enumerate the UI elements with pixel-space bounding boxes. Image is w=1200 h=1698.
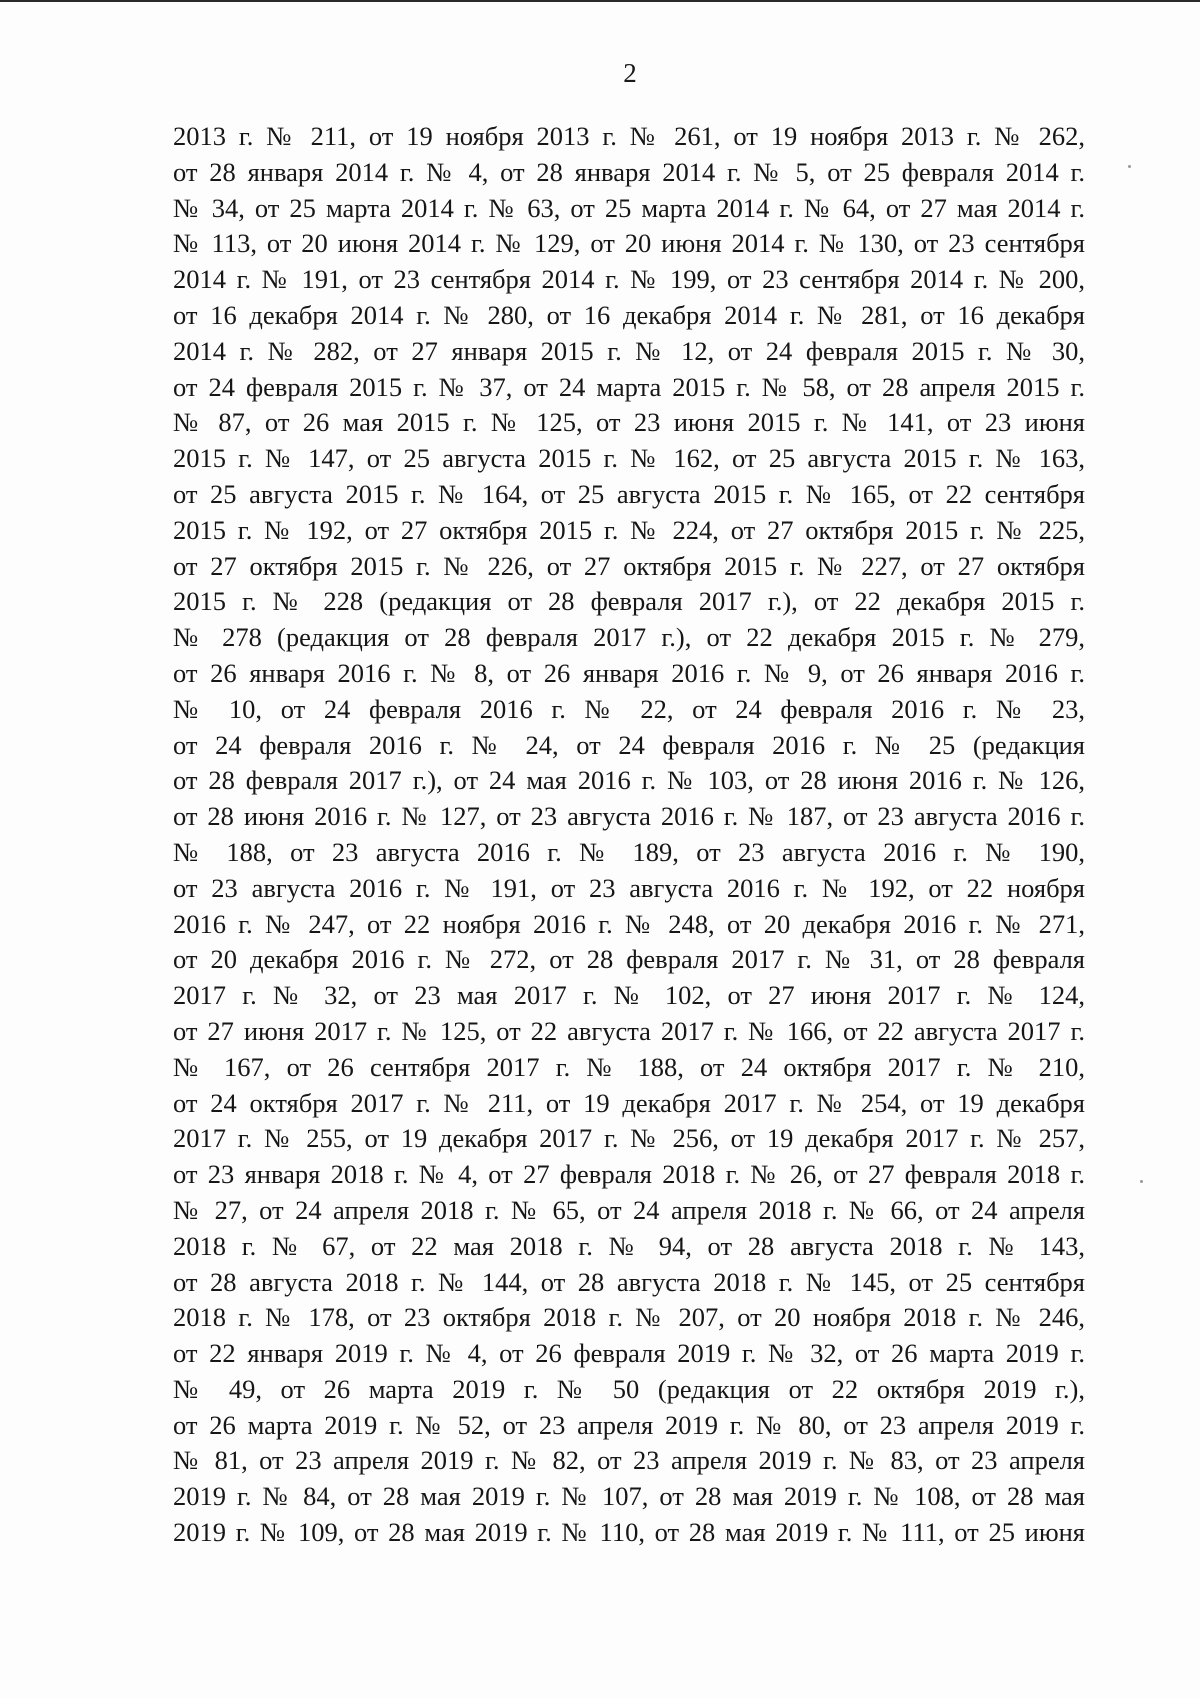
text-line: 2017 г. № 32, от 23 мая 2017 г. № 102, от 27 июня 2017 г. № 124,: [173, 980, 1085, 1011]
text-line: от 28 июня 2016 г. № 127, от 23 августа 2016 г. № 187, от 23 августа 2016 г.: [173, 801, 1085, 832]
text-line: от 24 февраля 2016 г. № 24, от 24 февраля 2016 г. № 25 (редакция: [173, 729, 1085, 760]
text-line: № 188, от 23 августа 2016 г. № 189, от 23 августа 2016 г. № 190,: [173, 836, 1085, 867]
text-line: 2015 г. № 228 (редакция от 28 февраля 2017 г.), от 22 декабря 2015 г.: [173, 586, 1085, 617]
text-line: № 49, от 26 марта 2019 г. № 50 (редакция от 22 октября 2019 г.),: [173, 1373, 1085, 1404]
text-line: от 26 января 2016 г. № 8, от 26 января 2016 г. № 9, от 26 января 2016 г.: [173, 657, 1085, 688]
text-line: 2015 г. № 147, от 25 августа 2015 г. № 162, от 25 августа 2015 г. № 163,: [173, 443, 1085, 474]
text-line: № 87, от 26 мая 2015 г. № 125, от 23 июня 2015 г. № 141, от 23 июня: [173, 407, 1085, 438]
text-line: от 20 декабря 2016 г. № 272, от 28 февраля 2017 г. № 31, от 28 февраля: [173, 944, 1085, 975]
text-line: от 22 января 2019 г. № 4, от 26 февраля 2019 г. № 32, от 26 марта 2019 г.: [173, 1338, 1085, 1369]
text-line: от 28 января 2014 г. № 4, от 28 января 2014 г. № 5, от 25 февраля 2014 г.: [173, 156, 1085, 187]
text-line: от 28 февраля 2017 г.), от 24 мая 2016 г. № 103, от 28 июня 2016 г. № 126,: [173, 765, 1085, 796]
text-line: 2014 г. № 191, от 23 сентября 2014 г. № 199, от 23 сентября 2014 г. № 200,: [173, 264, 1085, 295]
text-line: от 23 января 2018 г. № 4, от 27 февраля 2018 г. № 26, от 27 февраля 2018 г.: [173, 1159, 1085, 1190]
text-line: № 10, от 24 февраля 2016 г. № 22, от 24 февраля 2016 г. № 23,: [173, 693, 1085, 724]
text-line: 2014 г. № 282, от 27 января 2015 г. № 12, от 24 февраля 2015 г. № 30,: [173, 335, 1085, 366]
text-line: от 25 августа 2015 г. № 164, от 25 августа 2015 г. № 165, от 22 сентября: [173, 478, 1085, 509]
text-line: от 24 февраля 2015 г. № 37, от 24 марта 2015 г. № 58, от 28 апреля 2015 г.: [173, 371, 1085, 402]
text-line: от 16 декабря 2014 г. № 280, от 16 декабря 2014 г. № 281, от 16 декабря: [173, 299, 1085, 330]
text-line: от 26 марта 2019 г. № 52, от 23 апреля 2019 г. № 80, от 23 апреля 2019 г.: [173, 1409, 1085, 1440]
text-line: 2018 г. № 178, от 23 октября 2018 г. № 207, от 20 ноября 2018 г. № 246,: [173, 1302, 1085, 1333]
text-line: 2016 г. № 247, от 22 ноября 2016 г. № 248, от 20 декабря 2016 г. № 271,: [173, 908, 1085, 939]
scan-speck: [1128, 165, 1131, 168]
text-line: № 278 (редакция от 28 февраля 2017 г.), от 22 декабря 2015 г. № 279,: [173, 622, 1085, 653]
text-line: № 81, от 23 апреля 2019 г. № 82, от 23 апреля 2019 г. № 83, от 23 апреля: [173, 1445, 1085, 1476]
scan-edge: [0, 0, 1200, 2]
text-line: от 24 октября 2017 г. № 211, от 19 декабря 2017 г. № 254, от 19 декабря: [173, 1087, 1085, 1118]
text-line: от 27 июня 2017 г. № 125, от 22 августа 2017 г. № 166, от 22 августа 2017 г.: [173, 1015, 1085, 1046]
text-line: 2019 г. № 109, от 28 мая 2019 г. № 110, от 28 мая 2019 г. № 111, от 25 июня: [173, 1517, 1085, 1548]
text-line: 2013 г. № 211, от 19 ноября 2013 г. № 261, от 19 ноября 2013 г. № 262,: [173, 121, 1085, 151]
text-line: 2019 г. № 84, от 28 мая 2019 г. № 107, от 28 мая 2019 г. № 108, от 28 мая: [173, 1481, 1085, 1512]
text-line: от 23 августа 2016 г. № 191, от 23 августа 2016 г. № 192, от 22 ноября: [173, 872, 1085, 903]
text-line: 2018 г. № 67, от 22 мая 2018 г. № 94, от 28 августа 2018 г. № 143,: [173, 1230, 1085, 1261]
text-line: от 27 октября 2015 г. № 226, от 27 октября 2015 г. № 227, от 27 октября: [173, 550, 1085, 581]
page-number: 2: [623, 58, 637, 88]
text-line: № 34, от 25 марта 2014 г. № 63, от 25 марта 2014 г. № 64, от 27 мая 2014 г.: [173, 192, 1085, 223]
text-line: № 113, от 20 июня 2014 г. № 129, от 20 июня 2014 г. № 130, от 23 сентября: [173, 228, 1085, 259]
text-line: 2015 г. № 192, от 27 октября 2015 г. № 224, от 27 октября 2015 г. № 225,: [173, 514, 1085, 545]
scan-speck: [1140, 1180, 1143, 1183]
body-text: [173, 119, 1085, 1551]
text-line: 2017 г. № 255, от 19 декабря 2017 г. № 256, от 19 декабря 2017 г. № 257,: [173, 1123, 1085, 1154]
text-line: № 27, от 24 апреля 2018 г. № 65, от 24 апреля 2018 г. № 66, от 24 апреля: [173, 1194, 1085, 1225]
text-line: от 28 августа 2018 г. № 144, от 28 августа 2018 г. № 145, от 25 сентября: [173, 1266, 1085, 1297]
text-line: № 167, от 26 сентября 2017 г. № 188, от 24 октября 2017 г. № 210,: [173, 1051, 1085, 1082]
